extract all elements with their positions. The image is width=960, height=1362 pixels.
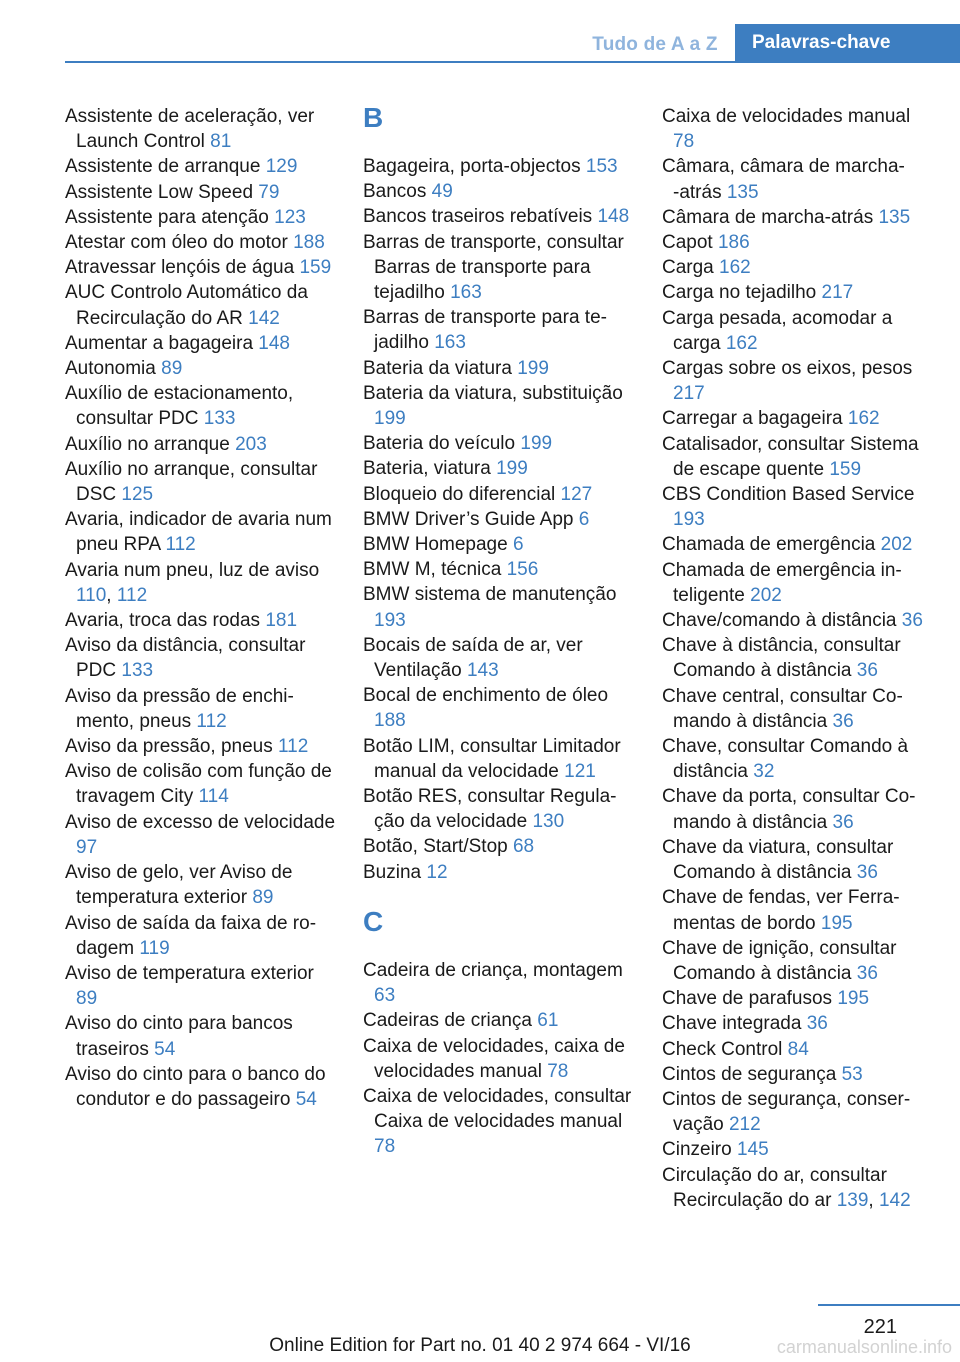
page-link[interactable]: 142: [248, 307, 280, 329]
index-entry-text: Chave à distância, consultar Comando à distância: [662, 635, 901, 682]
page-link[interactable]: 54: [154, 1038, 176, 1060]
page-link[interactable]: 159: [829, 458, 862, 480]
footer-rule: [818, 1304, 960, 1306]
page-link[interactable]: 127: [560, 483, 593, 505]
page-link[interactable]: 112: [116, 584, 148, 606]
index-entry-text: Bocal de enchimento de óleo: [363, 685, 609, 707]
page-link[interactable]: 199: [374, 408, 406, 430]
index-entry-text: BMW M, técnica: [363, 559, 507, 581]
index-entry-text: BMW Driver’s Guide App: [363, 508, 579, 530]
page-link[interactable]: 139: [836, 1189, 869, 1211]
page-link[interactable]: 89: [76, 988, 98, 1010]
letter-heading-b: B: [363, 102, 384, 133]
page-link[interactable]: 145: [736, 1139, 769, 1161]
page-link[interactable]: 36: [856, 660, 878, 682]
index-entry: [662, 558, 934, 608]
index-entry-text: Aviso da pressão, pneus: [65, 736, 279, 758]
edition-footer: Online Edition for Part no. 01 40 2 974 664 - VI/16: [269, 1335, 691, 1356]
index-entry-text: Auxílio no arranque, consultar DSC: [65, 458, 318, 506]
page-link[interactable]: 89: [252, 887, 274, 909]
page-link[interactable]: 12: [426, 861, 448, 883]
index-entry-text: Caixa de velocidades, consultar Caixa de velocidades manual: [363, 1085, 632, 1133]
page-link[interactable]: 193: [673, 509, 705, 531]
index-entry: [363, 230, 635, 306]
index-entry-text: Aviso de gelo, ver Aviso de temperatura exterior: [65, 862, 293, 909]
page-link[interactable]: 78: [374, 1136, 396, 1158]
page-link[interactable]: 49: [431, 181, 453, 203]
page-link[interactable]: 162: [725, 332, 758, 354]
index-entry-text: Chave de ignição, consultar Comando à distância: [662, 937, 897, 984]
page-link[interactable]: 36: [901, 610, 923, 632]
index-entry-text: AUC Controlo Automático da Recirculação do AR: [65, 282, 308, 329]
index-entry-text: Chave da porta, consultar Comando à distância: [662, 786, 916, 833]
page-link[interactable]: 112: [278, 736, 309, 758]
index-entry-text: Assistente para atenção: [65, 206, 275, 228]
index-entry-text: Câmara, câmara de marcha-‑atrás: [662, 156, 905, 203]
page-link[interactable]: 188: [293, 232, 325, 254]
index-section-b: [363, 154, 635, 885]
index-entry: [662, 633, 934, 683]
index-entry: [65, 230, 337, 255]
index-entry-text: Buzina: [363, 861, 427, 883]
index-entry: [662, 1062, 934, 1087]
index-entry: [65, 961, 337, 1011]
index-entry-text: Caixa de velocidades, caixa de velocidades manual: [363, 1035, 625, 1082]
index-entry-text: Cintos de segurança, conservação: [662, 1088, 911, 1136]
index-entry: [662, 936, 934, 986]
index-entry-text: Cadeiras de criança: [363, 1010, 538, 1032]
index-entry-text: Carga no tejadilho: [662, 282, 822, 304]
tab-palavras-chave[interactable]: Palavras-chave: [735, 24, 960, 62]
page-link[interactable]: 129: [265, 156, 298, 178]
page-link[interactable]: 195: [820, 912, 853, 934]
index-entry: [662, 205, 934, 230]
page-link[interactable]: 133: [121, 660, 154, 682]
index-entry: [662, 734, 934, 784]
index-entry-text: Aviso do cinto para bancos traseiros: [65, 1013, 293, 1060]
index-entry: [65, 280, 337, 330]
index-entry-text: Aviso da pressão de enchimento, pneus: [65, 685, 294, 732]
index-entry-text: Avaria, indicador de avaria num pneu RPA: [65, 509, 332, 556]
index-entry: [363, 1084, 635, 1160]
index-entry-text: Caixa de velocidades manual: [662, 106, 911, 127]
index-entry-text: Catalisador, consultar Sistema de escape quente: [662, 433, 919, 480]
index-entry: [363, 734, 635, 784]
index-column-3: [662, 104, 934, 1213]
index-entry: [65, 154, 337, 179]
index-entry: [65, 633, 337, 683]
index-entry-text: Câmara de marcha-atrás: [662, 206, 879, 228]
index-entry-text: Chave/comando à distância: [662, 610, 902, 632]
index-entry: [363, 1008, 635, 1033]
page-link[interactable]: 202: [880, 534, 913, 556]
page-separator: ,: [106, 584, 117, 606]
index-entry-text: Cadeira de criança, montagem: [363, 959, 623, 981]
index-entry: [662, 784, 934, 834]
page-link[interactable]: 199: [520, 433, 553, 455]
index-entry: [662, 608, 934, 633]
page-link[interactable]: 32: [753, 761, 775, 783]
index-entry-text: Bateria da viatura: [363, 357, 518, 379]
index-entry-text: Atestar com óleo do motor: [65, 232, 294, 254]
index-entry-text: Circulação do ar, consultar Recirculação do ar: [662, 1164, 887, 1211]
index-entry: [662, 432, 934, 482]
page-link[interactable]: 112: [196, 710, 227, 732]
page-link[interactable]: 68: [512, 836, 535, 858]
watermark: carmanualsonline.info: [776, 1337, 952, 1357]
index-entry-text: Autonomia: [65, 358, 162, 380]
index-entry: [65, 911, 337, 961]
index-entry: [363, 305, 635, 355]
page-link[interactable]: 6: [578, 508, 590, 530]
index-entry: [65, 759, 337, 809]
index-entry: [65, 1011, 337, 1061]
index-entry-text: Bloqueio do diferencial: [363, 483, 561, 505]
index-column-1: [65, 104, 337, 1112]
index-section-c: [363, 958, 635, 1160]
page-link[interactable]: 121: [564, 760, 596, 782]
index-entry: [65, 507, 337, 557]
index-entry-text: Check Control: [662, 1038, 788, 1060]
index-entry-text: Aumentar a bagageira: [65, 332, 259, 354]
page-link[interactable]: 186: [717, 232, 750, 254]
index-entry: [65, 860, 337, 910]
page-link[interactable]: 123: [274, 206, 306, 228]
page-link[interactable]: 135: [726, 181, 759, 203]
page-link[interactable]: 142: [878, 1189, 911, 1211]
page-link[interactable]: 97: [76, 836, 98, 858]
index-entry: [65, 356, 337, 381]
index-entry: [65, 1062, 337, 1112]
page-link[interactable]: 119: [139, 937, 170, 959]
index-entry-text: BMW sistema de manutenção: [363, 584, 617, 606]
index-entry: [662, 986, 934, 1011]
index-entry-text: Assistente de arranque: [65, 156, 266, 178]
index-entry-text: Atravessar lençóis de água: [65, 257, 300, 279]
page-link[interactable]: 148: [597, 206, 630, 228]
index-entry: [363, 507, 635, 532]
index-entry: [363, 683, 635, 733]
index-entry-text: Bancos: [363, 181, 432, 203]
index-entry-text: BMW Homepage: [363, 534, 513, 556]
index-entry-text: Aviso de temperatura exterior: [65, 962, 314, 984]
page-link[interactable]: 36: [832, 811, 854, 833]
index-entry-text: Bateria, viatura: [363, 458, 497, 480]
index-entry: [363, 633, 635, 683]
index-entry-text: Barras de transporte para tejadilho: [363, 307, 607, 354]
page-link[interactable]: 54: [295, 1088, 317, 1110]
page-link[interactable]: 84: [787, 1038, 809, 1060]
page-link[interactable]: 199: [496, 458, 528, 480]
index-column-2: [363, 104, 635, 1160]
index-entry-text: Carga: [662, 257, 720, 279]
index-entry: [363, 958, 635, 1008]
index-entry: [363, 860, 635, 885]
page-link[interactable]: 79: [258, 181, 280, 203]
page-link[interactable]: 159: [299, 257, 332, 279]
index-entry: [65, 331, 337, 356]
index-entry: [363, 356, 635, 381]
index-entry: [662, 255, 934, 280]
page-link[interactable]: 217: [821, 282, 854, 304]
index-entry-text: Aviso de saída da faixa de rodagem: [65, 912, 317, 959]
index-entry: [363, 431, 635, 456]
index-entry-text: CBS Condition Based Service: [662, 484, 915, 506]
page-link[interactable]: 162: [719, 257, 751, 279]
index-entry-text: Chave integrada: [662, 1013, 807, 1035]
index-entry: [662, 1011, 934, 1036]
index-entry: [662, 885, 934, 935]
page-link[interactable]: 53: [841, 1063, 863, 1085]
index-entry-text: Carregar a bagageira: [662, 408, 848, 430]
index-entry-text: Aviso do cinto para o banco do condutor e do passageiro: [65, 1063, 326, 1110]
page-link[interactable]: 163: [434, 332, 466, 354]
index-entry: [363, 204, 635, 229]
index-entry-text: Avaria, troca das rodas: [65, 610, 266, 632]
index-entry-text: Auxílio no arranque: [65, 433, 236, 455]
index-entry: [363, 834, 635, 859]
index-entry: [662, 280, 934, 305]
index-entry: [662, 835, 934, 885]
page-link[interactable]: 36: [806, 1013, 828, 1035]
index-entry-text: Aviso de colisão com função de travagem City: [65, 761, 332, 808]
index-entry-text: Carga pesada, acomodar a carga: [662, 307, 893, 354]
page-separator: ,: [868, 1189, 879, 1211]
index-entry: [65, 558, 337, 608]
index-entry: [363, 582, 635, 632]
section-gap: [363, 885, 635, 908]
index-entry-text: Assistente Low Speed: [65, 181, 259, 203]
index-entry-text: Bateria da viatura, substituição: [363, 382, 623, 404]
page-number: 221: [863, 1316, 897, 1338]
page-link[interactable]: 61: [537, 1010, 559, 1032]
page-link[interactable]: 89: [161, 358, 183, 380]
index-entry: [65, 255, 337, 280]
page-link[interactable]: 162: [847, 408, 880, 430]
page-link[interactable]: 195: [837, 988, 870, 1010]
index-entry-text: Auxílio de estacionamento, consultar PDC: [65, 383, 294, 430]
index-entry: [662, 1163, 934, 1213]
index-entry: [662, 1137, 934, 1162]
index-entry-text: Bocais de saída de ar, ver Ventilação: [363, 634, 583, 682]
index-entry: [65, 180, 337, 205]
index-entry: [65, 205, 337, 230]
page-link[interactable]: 36: [832, 710, 854, 732]
page-link[interactable]: 63: [374, 985, 396, 1007]
index-entry-text: Chamada de emergência: [662, 534, 881, 556]
letter-heading-c: C: [363, 905, 384, 937]
page-link[interactable]: 114: [198, 786, 229, 808]
page-link[interactable]: 199: [517, 357, 549, 379]
index-entry: [363, 784, 635, 834]
page-link[interactable]: 81: [210, 131, 232, 153]
index-entry: [363, 1034, 635, 1084]
page-link[interactable]: 112: [165, 534, 196, 556]
index-entry-text: Cintos de segurança: [662, 1063, 842, 1085]
index-entry-text: Avaria num pneu, luz de aviso: [65, 559, 320, 581]
index-entry: [662, 532, 934, 557]
page-link[interactable]: 6: [512, 534, 524, 556]
index-entry: [363, 179, 635, 204]
index-entry-text: Chamada de emergência inteligente: [662, 559, 902, 606]
index-entry-text: Botão RES, consultar Regulação da velocidade: [363, 786, 617, 833]
page-link[interactable]: 153: [585, 156, 618, 177]
page-header: [0, 24, 960, 62]
index-entry: [662, 1037, 934, 1062]
index-entry: [363, 381, 635, 431]
index-entry: [662, 154, 934, 204]
index-entry: [65, 684, 337, 734]
index-entry-text: Botão, Start/Stop: [363, 836, 513, 858]
index-entry-text: Botão LIM, consultar Limitador manual da velocidade: [363, 735, 621, 782]
page-link[interactable]: 217: [673, 383, 705, 405]
index-entry-text: Chave de fendas, ver Ferramentas de bordo: [662, 887, 900, 934]
index-entry-text: Bancos traseiros rebatíveis: [363, 206, 598, 228]
index-entry-text: Cargas sobre os eixos, pesos: [662, 358, 913, 380]
index-entry: [662, 406, 934, 431]
page-link[interactable]: 36: [856, 862, 878, 884]
index-entry: [363, 532, 635, 557]
page-link[interactable]: 36: [856, 962, 878, 984]
index-entry: [662, 482, 934, 532]
index-entry-text: Chave central, consultar Comando à distância: [662, 685, 903, 732]
index-entry: [65, 608, 337, 633]
index-entry: [662, 356, 934, 406]
index-entry: [662, 684, 934, 734]
page-link[interactable]: 135: [878, 206, 911, 228]
page-link[interactable]: 188: [374, 710, 406, 732]
index-entry-text: Aviso da distância, consultar PDC: [65, 635, 306, 682]
page-link[interactable]: 78: [547, 1060, 569, 1082]
index-entry: [363, 482, 635, 507]
tab-tudo-de-a-a-z[interactable]: Tudo de A a Z: [592, 33, 718, 55]
index-entry: [65, 381, 337, 431]
page-link[interactable]: 125: [121, 484, 154, 506]
page-link[interactable]: 203: [235, 433, 267, 455]
index-entry: [65, 457, 337, 507]
index-entry: [65, 432, 337, 457]
page-link[interactable]: 110: [76, 584, 107, 606]
index-entry: [363, 154, 635, 179]
page-link[interactable]: 212: [728, 1114, 761, 1136]
index-entry: [65, 104, 337, 154]
index-entry-text: Assistente de aceleração, ver Launch Control: [65, 106, 315, 153]
page-link[interactable]: 163: [450, 282, 482, 304]
index-entry-text: Capot: [662, 232, 718, 254]
index-entry: [363, 456, 635, 481]
index-entry: [662, 1087, 934, 1137]
index-entry-text: Bagageira, porta-objectos: [363, 156, 586, 177]
index-entry: [662, 230, 934, 255]
index-entry-text: Barras de transporte, consultar Barras de transporte para tejadilho: [363, 231, 624, 304]
index-entry: [65, 734, 337, 759]
page-link[interactable]: 130: [532, 811, 565, 833]
index-entry-text: Chave de parafusos: [662, 988, 838, 1010]
index-entry-text: Bateria do veículo: [363, 433, 521, 455]
page-link[interactable]: 148: [258, 332, 290, 354]
index-entry-text: Cinzeiro: [662, 1139, 737, 1161]
index-entry: [363, 557, 635, 582]
page-link[interactable]: 78: [673, 131, 695, 153]
page-link[interactable]: 156: [506, 559, 539, 581]
page-link[interactable]: 181: [265, 610, 298, 632]
index-entry: [662, 104, 934, 154]
page-link[interactable]: 202: [750, 584, 782, 606]
page-link[interactable]: 133: [203, 408, 236, 430]
index-entry: [662, 306, 934, 356]
page-link[interactable]: 193: [374, 609, 406, 631]
index-entry-text: Chave, consultar Comando à distância: [662, 736, 909, 783]
index-entry-text: Chave da viatura, consultar Comando à distância: [662, 836, 894, 884]
index-entry-text: Aviso de excesso de velocidade: [65, 811, 336, 833]
index-entry: [65, 810, 337, 860]
page-link[interactable]: 143: [466, 660, 499, 682]
